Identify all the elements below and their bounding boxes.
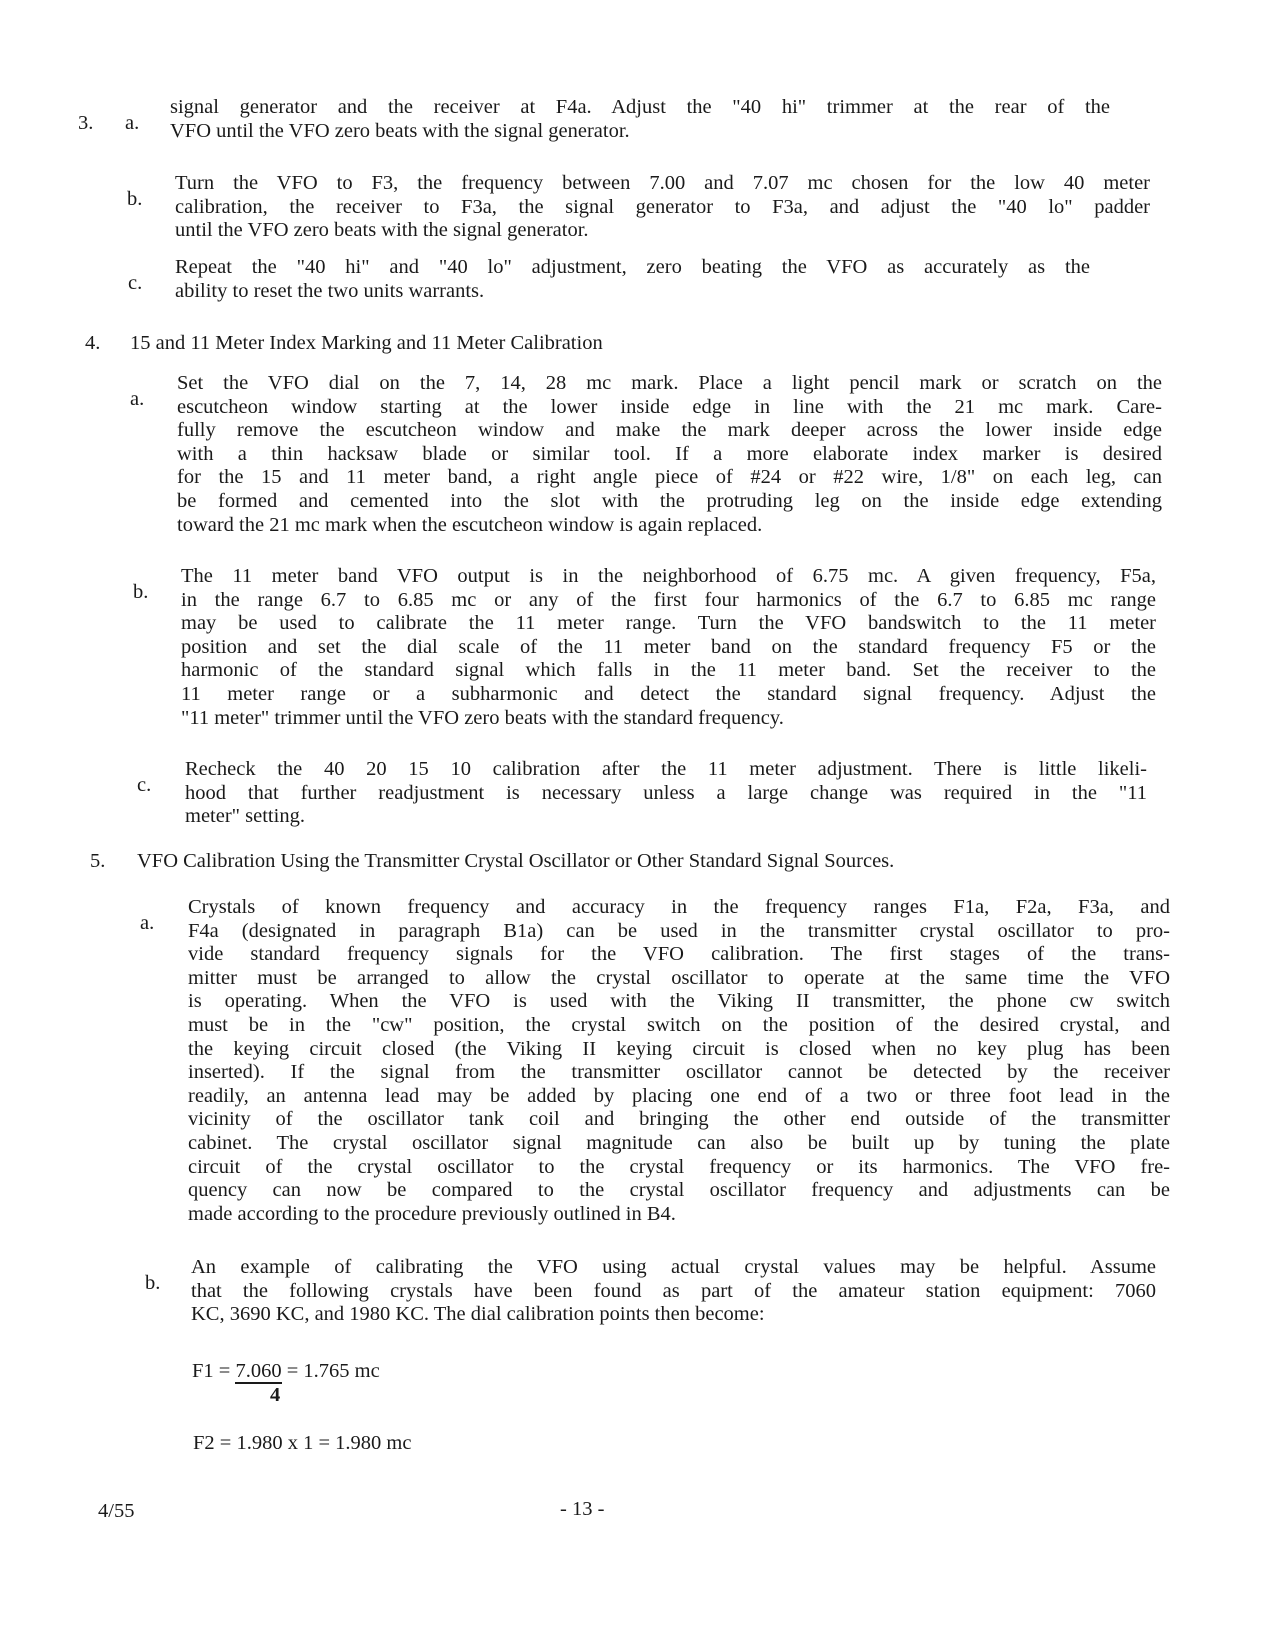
text-line: for the 15 and 11 meter band, a right angle piece of #24 or #22 wire, 1/8" on each leg, can	[177, 466, 1162, 489]
paragraph	[177, 372, 1162, 537]
paragraph-label: b.	[133, 581, 149, 603]
text-line: vicinity of the oscillator tank coil and bringing the other end outside of the transmitter	[188, 1108, 1170, 1131]
paragraph-label: a.	[140, 912, 155, 934]
equation-f2: F2 = 1.980 x 1 = 1.980 mc	[193, 1432, 412, 1454]
text-line: fully remove the escutcheon window and make the mark deeper across the lower inside edge	[177, 419, 1162, 442]
text-line: Crystals of known frequency and accuracy in the frequency ranges F1a, F2a, F3a, and	[188, 896, 1170, 918]
text-line: until the VFO zero beats with the signal generator.	[175, 219, 589, 242]
text-line: Repeat the "40 hi" and "40 lo" adjustment, zero beating the VFO as accurately as the	[175, 256, 1090, 278]
text-line: An example of calibrating the VFO using actual crystal values may be helpful. Assume	[191, 1256, 1156, 1278]
text-line: that the following crystals have been found as part of the amateur station equipment: 7060	[191, 1279, 1156, 1302]
text-line: F4a (designated in paragraph B1a) can be used in the transmitter crystal oscillator to pro-	[188, 919, 1170, 942]
f1-rhs: = 1.765 mc	[281, 1360, 380, 1382]
paragraph-label: c.	[128, 272, 143, 294]
text-line: The 11 meter band VFO output is in the neighborhood of 6.75 mc. A given frequency, F5a,	[181, 565, 1156, 587]
text-line: KC, 3690 KC, and 1980 KC. The dial calibration points then become:	[191, 1303, 765, 1326]
section-heading: 15 and 11 Meter Index Marking and 11 Meter Calibration	[130, 332, 603, 354]
paragraph-label: c.	[137, 774, 152, 796]
text-line: quency can now be compared to the crystal oscillator frequency and adjustments can be	[188, 1179, 1170, 1202]
paragraph	[175, 256, 1090, 303]
text-line: in the range 6.7 to 6.85 mc or any of the first four harmonics of the 6.7 to 6.85 mc range	[181, 588, 1156, 611]
text-line: cabinet. The crystal oscillator signal magnitude can also be built up by tuning the plate	[188, 1131, 1170, 1154]
paragraph-label: b.	[127, 188, 143, 210]
text-line: with a thin hacksaw blade or similar tool. If a more elaborate index marker is desired	[177, 442, 1162, 465]
text-line: toward the 21 mc mark when the escutcheon window is again replaced.	[177, 513, 763, 536]
equation-f1	[192, 1360, 380, 1384]
text-line: inserted). If the signal from the transmitter oscillator cannot be detected by the receiver	[188, 1061, 1170, 1084]
text-line: hood that further readjustment is necessary unless a large change was required in the "11	[185, 781, 1147, 804]
text-line: position and set the dial scale of the 11 meter band on the standard frequency F5 or the	[181, 635, 1156, 658]
text-line: Recheck the 40 20 15 10 calibration after the 11 meter adjustment. There is little likeli-	[185, 758, 1147, 780]
text-line: is operating. When the VFO is used with the Viking II transmitter, the phone cw switch	[188, 990, 1170, 1013]
page-number: - 13 -	[560, 1498, 605, 1520]
section-number: 5.	[90, 850, 106, 872]
text-line: Set the VFO dial on the 7, 14, 28 mc mark. Place a light pencil mark or scratch on the	[177, 372, 1162, 394]
text-line: the keying circuit closed (the Viking II keying circuit is closed when no key plug has been	[188, 1037, 1170, 1060]
paragraph	[175, 172, 1150, 243]
footer-date: 4/55	[98, 1500, 135, 1522]
f1-numerator: 7.060	[235, 1360, 282, 1382]
paragraph	[188, 896, 1170, 1226]
text-line: circuit of the crystal oscillator to the crystal frequency or its harmonics. The VFO fre-	[188, 1155, 1170, 1178]
text-line: be formed and cemented into the slot with the protruding leg on the inside edge extending	[177, 489, 1162, 512]
text-line: mitter must be arranged to allow the crystal oscillator to operate at the same time the VFO	[188, 966, 1170, 989]
text-line: vide standard frequency signals for the VFO calibration. The first stages of the trans-	[188, 943, 1170, 966]
text-line: readily, an antenna lead may be added by placing one end of a two or three foot lead in the	[188, 1084, 1170, 1107]
text-line: escutcheon window starting at the lower inside edge in line with the 21 mc mark. Care-	[177, 395, 1162, 418]
text-line: VFO until the VFO zero beats with the signal generator.	[170, 119, 630, 142]
section-number: 4.	[85, 332, 101, 354]
paragraph-label: a.	[130, 388, 145, 410]
paragraph	[185, 758, 1147, 829]
text-line: must be in the "cw" position, the crystal switch on the position of the desired crystal, and	[188, 1013, 1170, 1036]
paragraph-label: b.	[145, 1272, 161, 1294]
text-line: Turn the VFO to F3, the frequency between 7.00 and 7.07 mc chosen for the low 40 meter	[175, 172, 1150, 194]
section-number: 3.	[78, 112, 94, 134]
text-line: ability to reset the two units warrants.	[175, 279, 485, 302]
text-line: made according to the procedure previously outlined in B4.	[188, 1202, 676, 1225]
text-line: 11 meter range or a subharmonic and detect the standard signal frequency. Adjust the	[181, 682, 1156, 705]
f1-denominator: 4	[270, 1384, 281, 1406]
paragraph-label: a.	[125, 112, 140, 134]
text-line: meter" setting.	[185, 805, 305, 828]
f1-lhs: F1 =	[192, 1360, 236, 1382]
section-heading: VFO Calibration Using the Transmitter Crystal Oscillator or Other Standard Signal Sources.	[137, 850, 895, 872]
paragraph	[181, 565, 1156, 730]
text-line: signal generator and the receiver at F4a. Adjust the "40 hi" trimmer at the rear of the	[170, 96, 1110, 118]
text-line: harmonic of the standard signal which falls in the 11 meter band. Set the receiver to the	[181, 659, 1156, 682]
text-line: calibration, the receiver to F3a, the signal generator to F3a, and adjust the "40 lo" padder	[175, 195, 1150, 218]
paragraph	[170, 96, 1110, 143]
paragraph	[191, 1256, 1156, 1327]
text-line: "11 meter" trimmer until the VFO zero beats with the standard frequency.	[181, 706, 784, 729]
text-line: may be used to calibrate the 11 meter range. Turn the VFO bandswitch to the 11 meter	[181, 612, 1156, 635]
